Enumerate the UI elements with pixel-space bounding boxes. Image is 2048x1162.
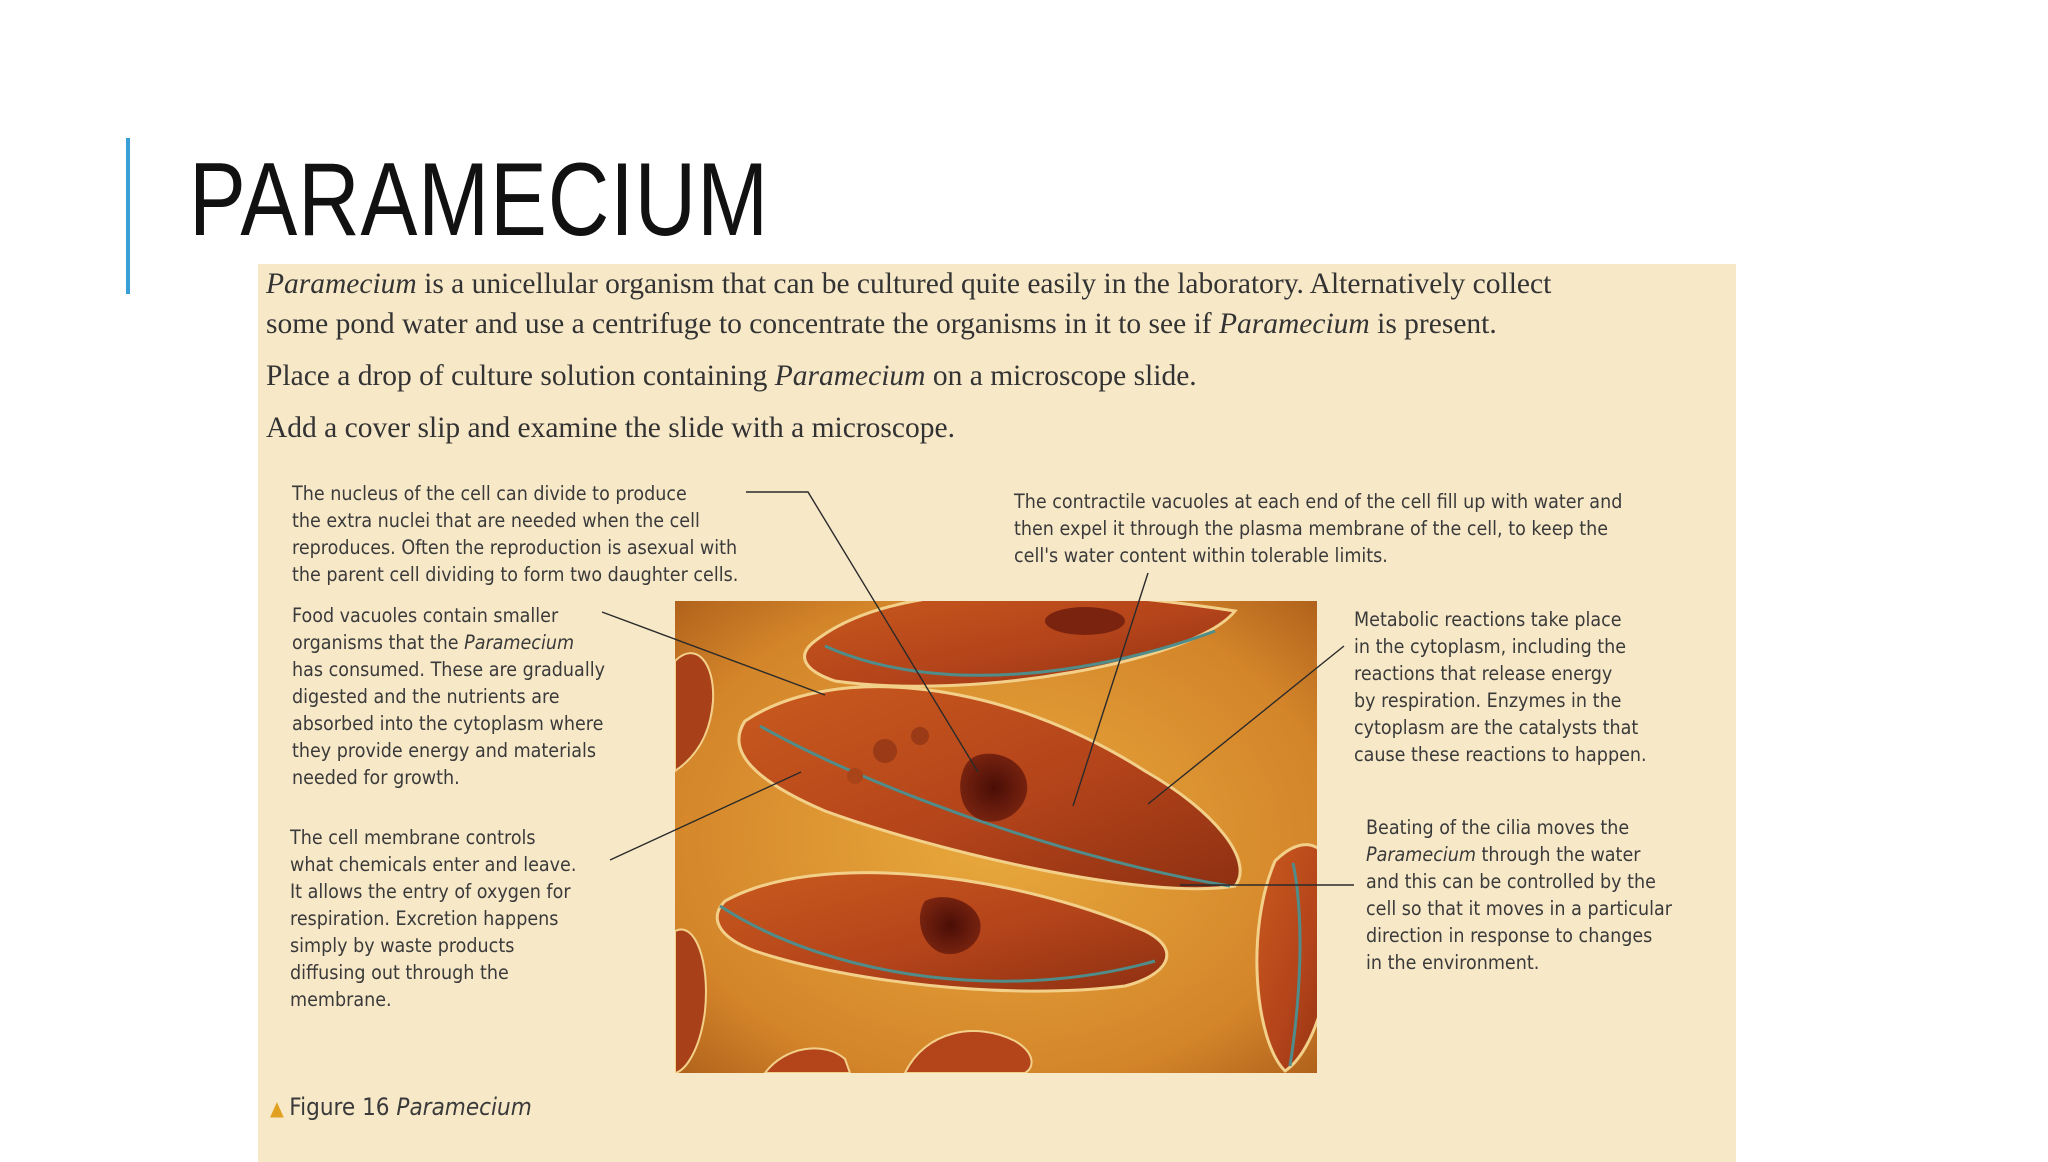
intro-paragraph-1-line-2: [266, 304, 1497, 344]
annotation-line: [292, 629, 605, 656]
annotation-text: organisms that the: [292, 631, 465, 654]
annotation-line: Food vacuoles contain smaller: [292, 604, 559, 627]
intro-paragraph-1-line-1: [266, 264, 1551, 304]
intro-paragraph-2: [266, 356, 1197, 396]
caption-italic-term: Paramecium: [396, 1093, 532, 1121]
annotation-italic-term: Paramecium: [464, 631, 575, 654]
annotation-line: cell so that it moves in a particular: [1366, 897, 1672, 920]
annotation-cilia: [1366, 814, 1672, 976]
caption-triangle-icon: ▲: [270, 1096, 284, 1120]
annotation-line: and this can be controlled by the: [1366, 870, 1656, 893]
annotation-line: The cell membrane controls: [290, 826, 536, 849]
annotation-line: direction in response to changes: [1366, 924, 1653, 947]
annotation-line: cytoplasm are the catalysts that: [1354, 716, 1639, 739]
intro-text: on a microscope slide.: [925, 360, 1197, 392]
annotation-text: through the water: [1475, 843, 1641, 866]
annotation-line: in the environment.: [1366, 951, 1540, 974]
micrograph-illustration: [675, 601, 1317, 1073]
annotation-line: digested and the nutrients are: [292, 685, 560, 708]
intro-paragraph-3: Add a cover slip and examine the slide with a microscope.: [266, 412, 955, 444]
paramecium-micrograph: [675, 601, 1317, 1073]
annotation-line: then expel it through the plasma membrane of the cell, to keep the: [1014, 517, 1609, 540]
caption-label: Figure 16: [289, 1093, 397, 1121]
annotation-line: needed for growth.: [292, 766, 460, 789]
annotation-line: [1366, 841, 1672, 868]
annotation-nucleus: [292, 480, 738, 588]
intro-text: some pond water and use a centrifuge to concentrate the organisms in it to see if: [266, 308, 1219, 340]
annotation-line: by respiration. Enzymes in the: [1354, 689, 1622, 712]
slide-title: PARAMECIUM: [189, 142, 769, 258]
intro-text: is a unicellular organism that can be cultured quite easily in the laboratory. Alternatively collect: [416, 268, 1552, 300]
annotation-italic-term: Paramecium: [1366, 843, 1476, 866]
annotation-line: cause these reactions to happen.: [1354, 743, 1647, 766]
annotation-contractile-vacuoles: [1014, 488, 1622, 569]
annotation-line: simply by waste products: [290, 934, 515, 957]
intro-italic-term: Paramecium: [774, 360, 926, 392]
annotation-line: membrane.: [290, 988, 392, 1011]
title-accent-bar: [126, 138, 130, 294]
annotation-line: Beating of the cilia moves the: [1366, 816, 1630, 839]
annotation-line: The nucleus of the cell can divide to produce: [292, 482, 687, 505]
intro-text: is present.: [1369, 308, 1497, 340]
annotation-line: reproduces. Often the reproduction is asexual with: [292, 536, 738, 559]
annotation-line: It allows the entry of oxygen for: [290, 880, 571, 903]
annotation-line: Metabolic reactions take place: [1354, 608, 1622, 631]
annotation-cell-membrane: [290, 824, 576, 1013]
annotation-line: has consumed. These are gradually: [292, 658, 605, 681]
intro-italic-term: Paramecium: [266, 268, 417, 300]
annotation-line: diffusing out through the: [290, 961, 509, 984]
annotation-food-vacuoles: [292, 602, 605, 791]
intro-text: Place a drop of culture solution containing: [266, 360, 775, 392]
figure-caption: [270, 1092, 532, 1123]
annotation-line: The contractile vacuoles at each end of the cell fill up with water and: [1014, 490, 1623, 513]
annotation-line: in the cytoplasm, including the: [1354, 635, 1627, 658]
annotation-line: absorbed into the cytoplasm where: [292, 712, 604, 735]
annotation-line: respiration. Excretion happens: [290, 907, 559, 930]
annotation-line: reactions that release energy: [1354, 662, 1613, 685]
annotation-line: they provide energy and materials: [292, 739, 596, 762]
annotation-line: the extra nuclei that are needed when the cell: [292, 509, 700, 532]
annotation-line: cell's water content within tolerable limits.: [1014, 544, 1388, 567]
annotation-metabolic-reactions: [1354, 606, 1647, 768]
textbook-figure-panel: [258, 264, 1736, 1162]
annotation-line: the parent cell dividing to form two daughter cells.: [292, 563, 739, 586]
annotation-line: what chemicals enter and leave.: [290, 853, 577, 876]
intro-italic-term: Paramecium: [1219, 308, 1370, 340]
